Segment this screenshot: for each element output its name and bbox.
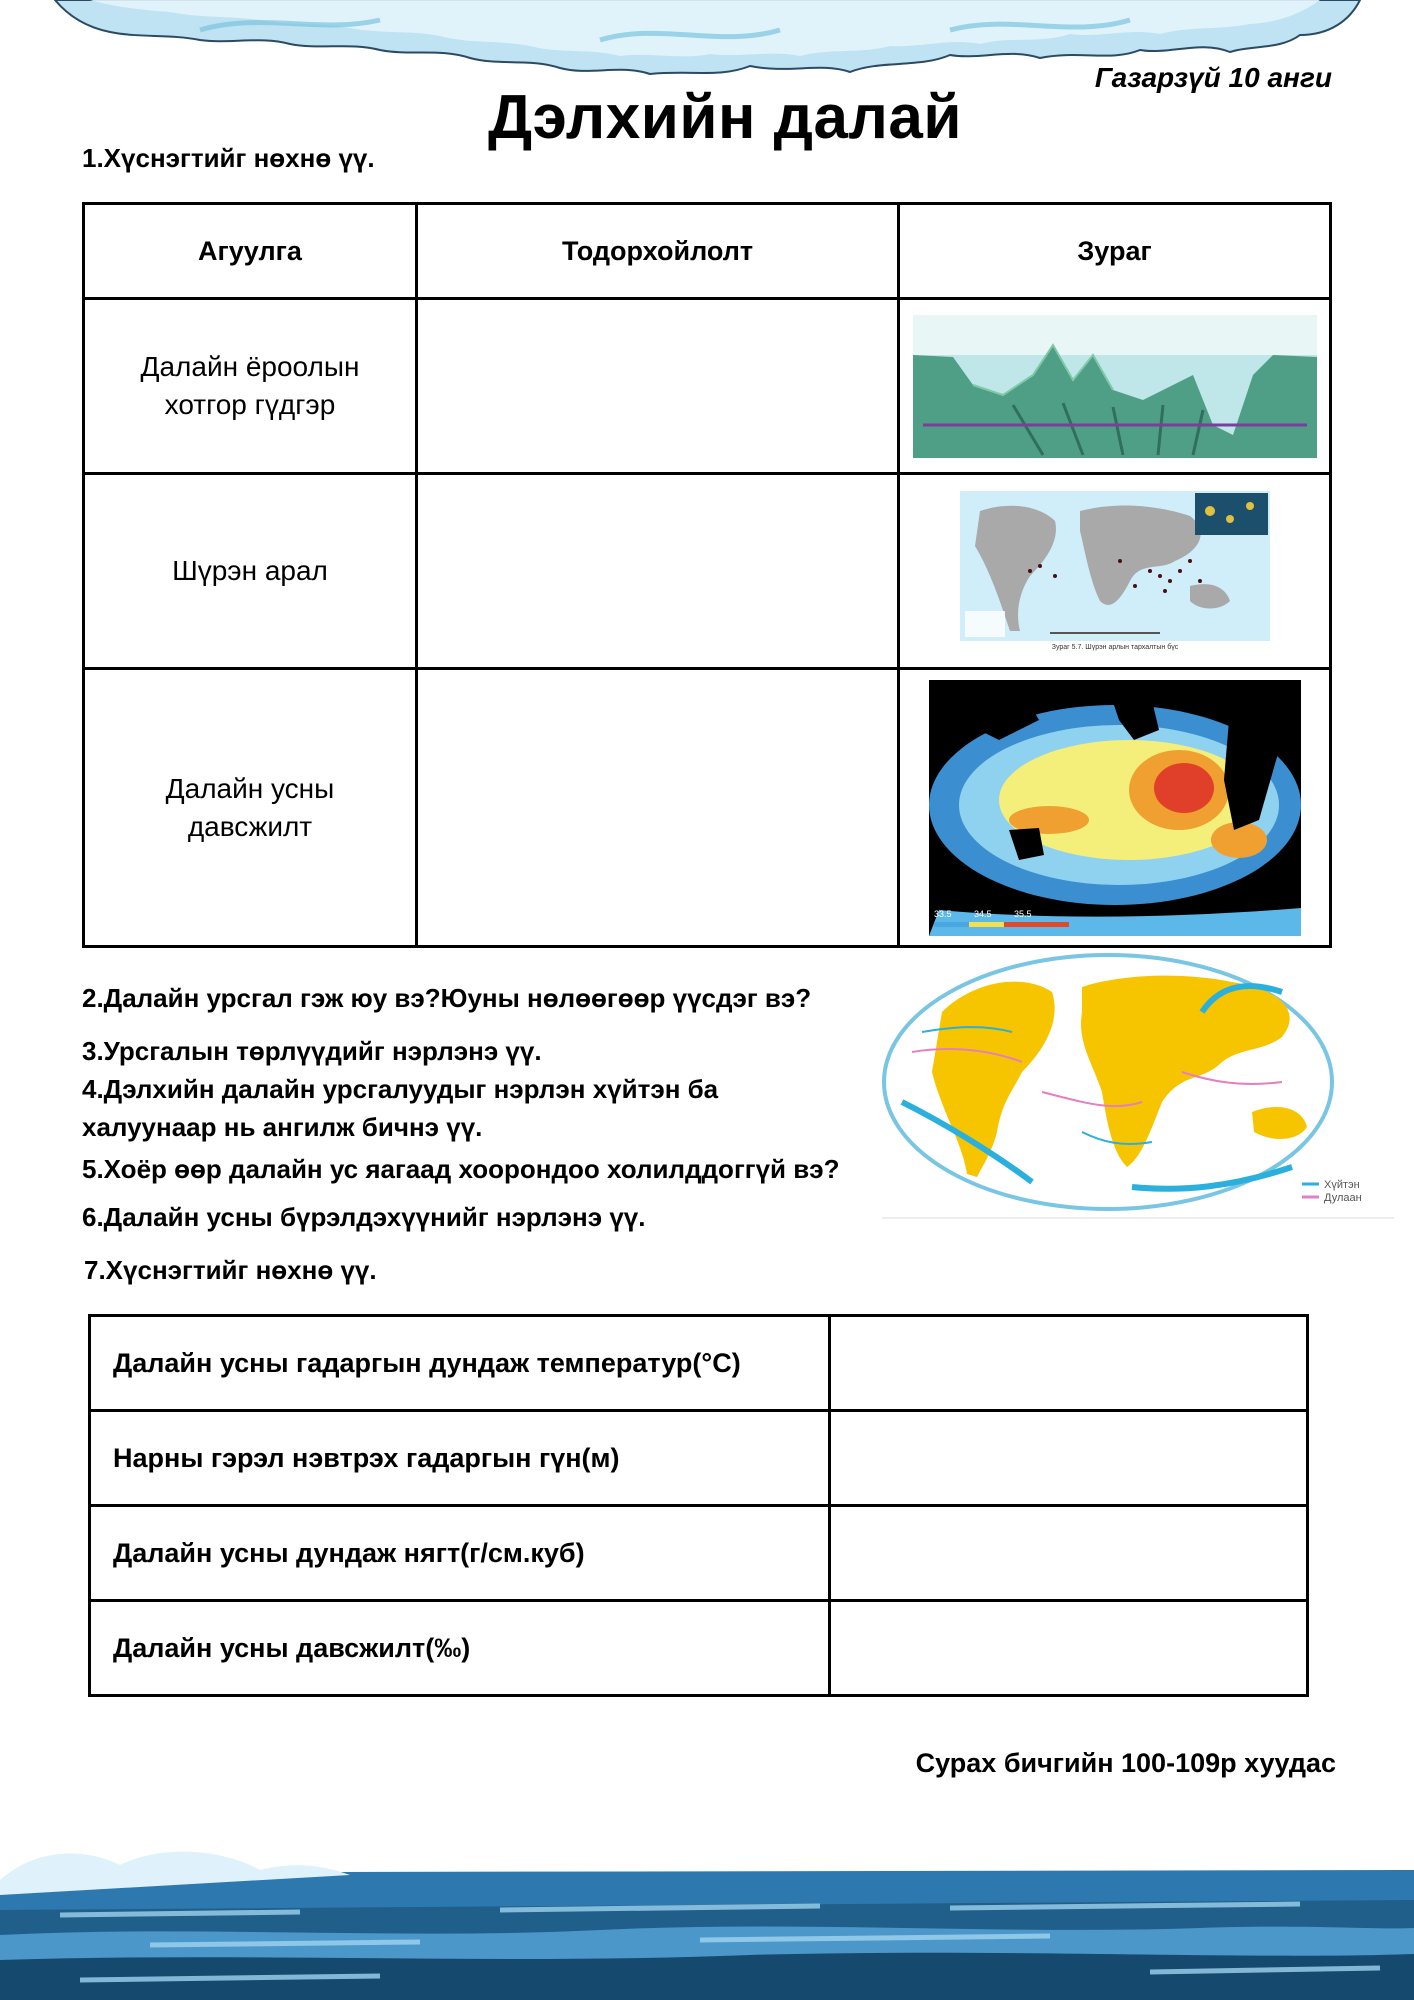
map-caption: Зураг 5.7. Шүрэн арлын тархалтын бүс [1051,644,1178,651]
column-header-image: Зураг [899,204,1331,299]
table-row [90,1316,1308,1411]
image-cell [899,299,1331,474]
table-row [90,1601,1308,1696]
definition-answer-cell[interactable] [416,299,898,474]
question-2: 2.Далайн урсгал гэж юу вэ?Юуны нөлөөгөөр үүсдэг вэ? [82,983,812,1013]
salinity-scale-mid: 34.5 [973,908,992,919]
property-label: Далайн усны давсжилт(‰) [90,1601,830,1696]
table-row [90,1411,1308,1506]
definition-answer-cell[interactable] [416,474,898,669]
column-header-definition: Тодорхойлолт [416,204,898,299]
definition-answer-cell[interactable] [416,669,898,947]
table-header-row [84,204,1331,299]
salinity-scale-min: 33.5 [933,908,952,919]
task1-prompt: 1.Хүснэгтийг нөхнө үү. [82,143,375,173]
image-cell [899,669,1331,947]
property-label: Нарны гэрэл нэвтрэх гадаргын гүн(м) [90,1411,830,1506]
task1-table [82,202,1332,948]
column-header-content: Агуулга [84,204,417,299]
property-answer-cell[interactable] [830,1411,1308,1506]
ocean-currents-map [882,952,1394,1220]
grade-label: Газарзүй 10 анги [1094,62,1332,93]
property-answer-cell[interactable] [830,1601,1308,1696]
image-cell [899,474,1331,669]
question-4-line-1: 4.Дэлхийн далайн урсгалуудыг нэрлэн хүйтэн ба [82,1074,719,1104]
property-answer-cell[interactable] [830,1316,1308,1411]
question-3: 3.Урсгалын төрлүүдийг нэрлэнэ үү. [82,1036,542,1066]
legend-warm: Дулаан [1324,1192,1362,1204]
task7-prompt: 7.Хүснэгтийг нөхнө үү. [84,1255,377,1285]
table-row [84,669,1331,947]
topic-cell: Далайн усны давсжилт [84,669,417,947]
question-6: 6.Далайн усны бүрэлдэхүүнийг нэрлэнэ үү. [82,1202,646,1232]
ocean-floor-relief-image [913,315,1317,458]
table-row [84,299,1331,474]
topic-cell: Далайн ёроолын хотгор гүдгэр [84,299,417,474]
coral-reef-distribution-map [960,491,1270,651]
page-title: Дэлхийн далай [488,83,962,152]
sea-decoration-bottom [0,1840,1414,2000]
textbook-page-reference: Сурах бичгийн 100-109р хуудас [915,1748,1336,1778]
salinity-map [929,680,1301,936]
salinity-scale-max: 35.5 [1013,908,1032,919]
table-row [90,1506,1308,1601]
question-5: 5.Хоёр өөр далайн ус яагаад хоорондоо холилддоггүй вэ? [82,1154,840,1184]
task7-table [88,1314,1309,1697]
property-answer-cell[interactable] [830,1506,1308,1601]
topic-cell: Шүрэн арал [84,474,417,669]
property-label: Далайн усны гадаргын дундаж температур(°С) [90,1316,830,1411]
table-row [84,474,1331,669]
question-4-line-2: халуунаар нь ангилж бичнэ үү. [82,1112,483,1142]
legend-cold: Хүйтэн [1324,1179,1360,1191]
property-label: Далайн усны дундаж нягт(г/см.куб) [90,1506,830,1601]
